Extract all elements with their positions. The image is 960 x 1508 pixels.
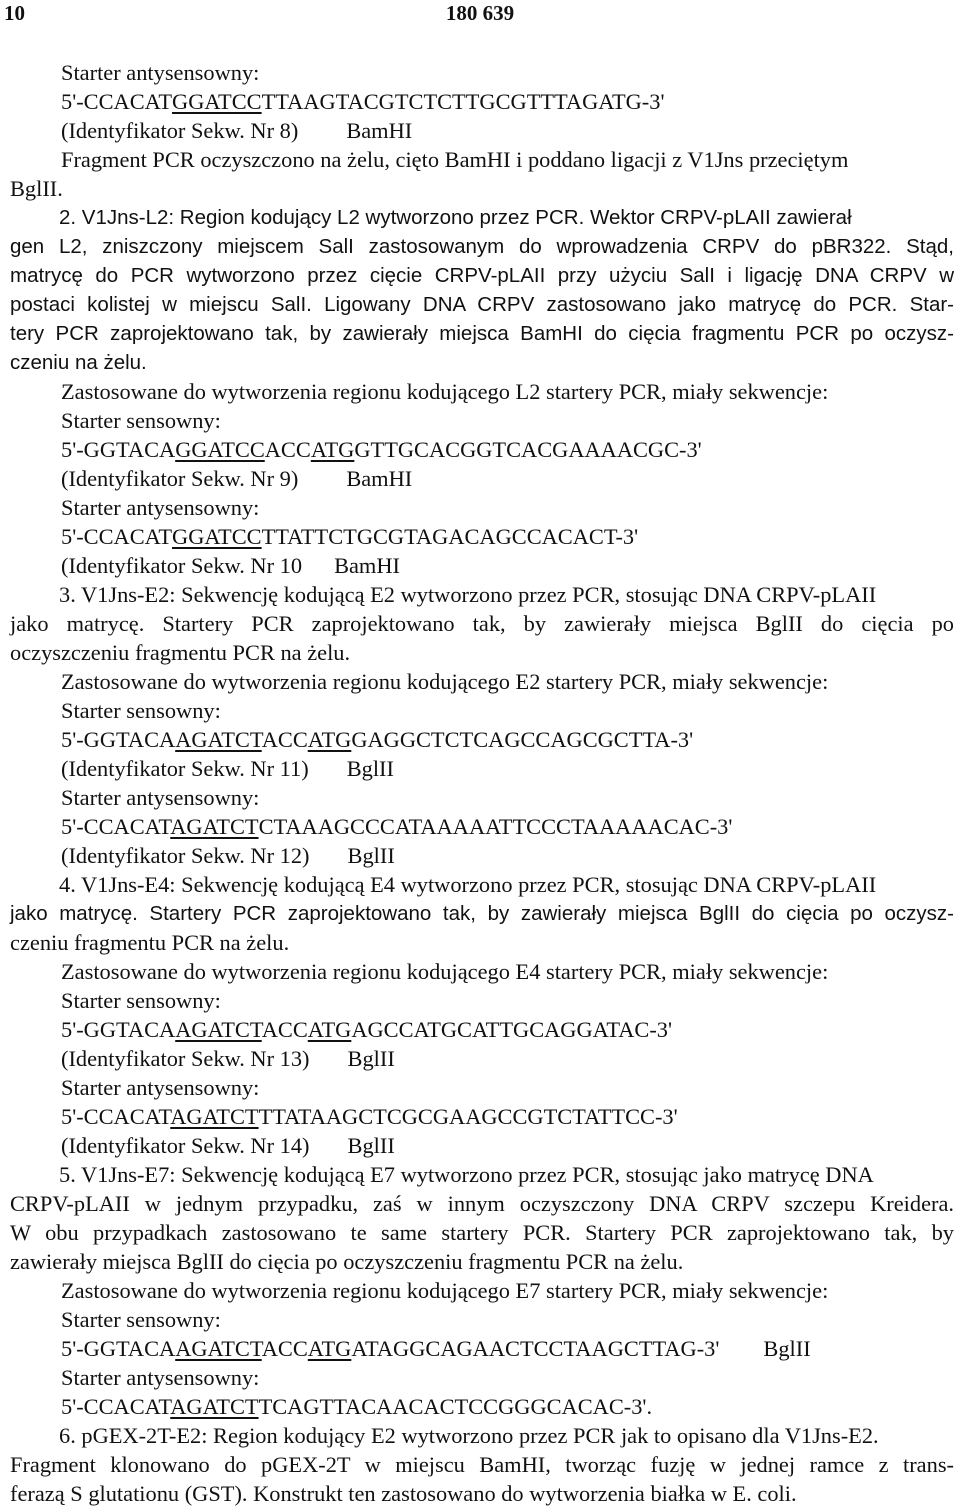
text-line xyxy=(10,1450,954,1479)
text-segment: Zastosowane do wytworzenia regionu kodującego E7 startery PCR, miały sekwencje: xyxy=(61,1278,829,1303)
text-segment: BglII xyxy=(347,1046,395,1071)
text-segment: Starter antysensowny: xyxy=(61,60,260,85)
text-line xyxy=(10,899,954,928)
text-line xyxy=(10,435,954,464)
text-segment: BglII. xyxy=(10,176,63,201)
text-line xyxy=(10,1218,954,1247)
text-line xyxy=(10,1305,954,1334)
text-segment: 5'-GGTACA xyxy=(61,727,176,752)
text-line xyxy=(10,957,954,986)
text-segment: 3. V1Jns-E2: Sekwencję kodującą E2 wytworzono przez PCR, stosując DNA CRPV-pLAII xyxy=(59,582,877,607)
page-header xyxy=(0,0,960,30)
restriction-site: AGATCT xyxy=(170,1394,259,1419)
restriction-site: GGATCC xyxy=(172,89,262,114)
text-line xyxy=(10,493,954,522)
text-line xyxy=(10,812,954,841)
text-line xyxy=(10,551,954,580)
text-segment: BamHI xyxy=(334,553,400,578)
text-segment: (Identyfikator Sekw. Nr 14) xyxy=(61,1133,310,1158)
text-segment: 6. pGEX-2T-E2: Region kodujący E2 wytworzono przez PCR jak to opisano dla V1Jns-E2. xyxy=(59,1423,879,1448)
text-segment: Starter sensowny: xyxy=(61,698,221,723)
text-segment: ATAGGCAGAACTCCTAAGCTTAG-3' xyxy=(351,1336,720,1361)
restriction-site: AGATCT xyxy=(175,1336,262,1361)
text-line xyxy=(10,290,954,319)
text-line xyxy=(10,58,954,87)
text-segment: TTATAAGCTCGCGAAGCCGTCTATTCC-3' xyxy=(258,1104,678,1129)
restriction-site: ATG xyxy=(307,727,352,752)
text-line xyxy=(10,377,954,406)
text-segment: 5'-CCACAT xyxy=(61,1394,171,1419)
restriction-site: ATG xyxy=(310,437,355,462)
text-line xyxy=(10,928,954,957)
text-line xyxy=(10,1276,954,1305)
text-segment: jako matrycę. Startery PCR zaprojektowano tak, by zawierały miejsca BglII do cięcia po oczysz- xyxy=(10,902,954,925)
text-segment: Starter antysensowny: xyxy=(61,495,260,520)
text-line xyxy=(10,986,954,1015)
text-line xyxy=(10,464,954,493)
text-line xyxy=(10,1131,954,1160)
text-segment: 5'-GGTACA xyxy=(61,1336,176,1361)
text-segment: Starter sensowny: xyxy=(61,988,221,1013)
text-line xyxy=(10,232,954,261)
text-segment: W obu przypadkach zastosowano te same startery PCR. Startery PCR zaprojektowano tak, by xyxy=(10,1220,954,1245)
restriction-site: AGATCT xyxy=(175,727,262,752)
text-segment: 5'-CCACAT xyxy=(61,524,173,549)
text-segment: oczyszczeniu fragmentu PCR na żelu. xyxy=(10,640,351,665)
text-segment: (Identyfikator Sekw. Nr 9) xyxy=(61,466,299,491)
text-segment: 5'-CCACAT xyxy=(61,814,171,839)
text-line xyxy=(10,1044,954,1073)
text-line xyxy=(10,870,954,899)
text-segment: postaci kolistej w miejscu SalI. Ligowany DNA CRPV zastosowano jako matrycę do PCR. Star- xyxy=(10,293,954,316)
document-body xyxy=(10,58,954,1508)
text-segment: BamHI xyxy=(346,118,413,143)
text-segment: 5. V1Jns-E7: Sekwencję kodującą E7 wytworzono przez PCR, stosując jako matrycę DNA xyxy=(59,1162,874,1187)
text-line xyxy=(10,145,954,174)
text-segment: gen L2, zniszczony miejscem SalI zastosowanym do wprowadzenia CRPV do pBR322. Stąd, xyxy=(10,235,954,258)
text-line xyxy=(10,580,954,609)
text-segment: TCAGTTACAACACTCCGGGCACAC-3'. xyxy=(258,1394,653,1419)
text-segment: GTTGCACGGTCACGAAAACGC-3' xyxy=(354,437,702,462)
text-segment: Fragment klonowano do pGEX-2T w miejscu BamHI, tworząc fuzję w jednej ramce z trans- xyxy=(10,1452,954,1477)
text-line xyxy=(10,667,954,696)
text-segment: TTAAGTACGTCTCTTGCGTTTAGATG-3' xyxy=(261,89,665,114)
text-segment: BglII xyxy=(347,1133,395,1158)
text-segment: CRPV-pLAII w jednym przypadku, zaś w innym oczyszczony DNA CRPV szczepu Kreidera. xyxy=(10,1191,954,1216)
text-segment: 5'-GGTACA xyxy=(61,437,176,462)
restriction-site: GGATCC xyxy=(172,524,262,549)
text-segment: (Identyfikator Sekw. Nr 11) xyxy=(61,756,309,781)
text-segment: czeniu fragmentu PCR na żelu. xyxy=(10,930,290,955)
text-line xyxy=(10,1073,954,1102)
text-segment: ACC xyxy=(261,727,308,752)
text-line xyxy=(10,87,954,116)
restriction-site: ATG xyxy=(307,1017,352,1042)
text-segment: 5'-CCACAT xyxy=(61,1104,171,1129)
text-line xyxy=(10,783,954,812)
text-segment: Starter sensowny: xyxy=(61,408,221,433)
text-line xyxy=(10,1189,954,1218)
restriction-site: AGATCT xyxy=(170,814,259,839)
text-line xyxy=(10,1102,954,1131)
text-segment: GAGGCTCTCAGCCAGCGCTTA-3' xyxy=(351,727,694,752)
text-segment: zawierały miejsca BglII do cięcia po oczyszczeniu fragmentu PCR na żelu. xyxy=(10,1249,684,1274)
text-line xyxy=(10,638,954,667)
text-segment: AGCCATGCATTGCAGGATAC-3' xyxy=(351,1017,673,1042)
text-line xyxy=(10,116,954,145)
text-line xyxy=(10,1160,954,1189)
text-line xyxy=(10,174,954,203)
document-number: 180 639 xyxy=(445,1,515,25)
text-segment: Starter antysensowny: xyxy=(61,1075,260,1100)
text-segment: BglII xyxy=(763,1336,811,1361)
text-segment: Starter sensowny: xyxy=(61,1307,221,1332)
text-line xyxy=(10,522,954,551)
text-segment: Zastosowane do wytworzenia regionu kodującego E4 startery PCR, miały sekwencje: xyxy=(61,959,829,984)
text-segment: 5'-CCACAT xyxy=(61,89,173,114)
text-line xyxy=(10,841,954,870)
text-line xyxy=(10,1479,954,1508)
text-segment: czeniu na żelu. xyxy=(10,351,147,374)
text-line xyxy=(10,1421,954,1450)
text-segment: 4. V1Jns-E4: Sekwencję kodującą E4 wytworzono przez PCR, stosując DNA CRPV-pLAII xyxy=(59,872,877,897)
text-segment: 5'-GGTACA xyxy=(61,1017,176,1042)
text-line xyxy=(10,1247,954,1276)
text-segment: 2. V1Jns-L2: Region kodujący L2 wytworzono przez PCR. Wektor CRPV-pLAII zawierał xyxy=(59,206,852,229)
text-segment: jako matrycę. Startery PCR zaprojektowano tak, by zawierały miejsca BglII do cięcia po xyxy=(10,611,954,636)
text-line xyxy=(10,203,954,232)
text-segment: Starter antysensowny: xyxy=(61,785,260,810)
text-line xyxy=(10,1392,954,1421)
text-segment: (Identyfikator Sekw. Nr 8) xyxy=(61,118,299,143)
restriction-site: ATG xyxy=(307,1336,352,1361)
text-line xyxy=(10,696,954,725)
text-segment: CTAAAGCCCATAAAAATTCCCTAAAAACAC-3' xyxy=(258,814,733,839)
text-segment: matrycę do PCR wytworzono przez cięcie CRPV-pLAII przy użyciu SalI i ligację DNA CRPV w xyxy=(10,264,954,287)
restriction-site: AGATCT xyxy=(175,1017,262,1042)
text-segment: Zastosowane do wytworzenia regionu kodującego E2 startery PCR, miały sekwencje: xyxy=(61,669,829,694)
text-segment: tery PCR zaprojektowano tak, by zawierały miejsca BamHI do cięcia fragmentu PCR po oczysz- xyxy=(10,322,954,345)
text-line xyxy=(10,348,954,377)
text-segment: BglII xyxy=(347,843,395,868)
text-segment: BglII xyxy=(346,756,394,781)
page-number: 10 xyxy=(4,1,25,25)
text-segment: Zastosowane do wytworzenia regionu kodującego L2 startery PCR, miały sekwencje: xyxy=(61,379,829,404)
text-line xyxy=(10,261,954,290)
text-segment: (Identyfikator Sekw. Nr 10 xyxy=(61,553,303,578)
text-segment: (Identyfikator Sekw. Nr 12) xyxy=(61,843,310,868)
text-segment: ACC xyxy=(264,437,311,462)
text-line xyxy=(10,1334,954,1363)
text-segment: TTATTCTGCGTAGACAGCCACACT-3' xyxy=(261,524,639,549)
text-segment: ferazą S glutationu (GST). Konstrukt ten zastosowano do wytworzenia białka w E. coli. xyxy=(10,1481,797,1506)
text-line xyxy=(10,754,954,783)
text-line xyxy=(10,406,954,435)
restriction-site: AGATCT xyxy=(170,1104,259,1129)
text-line xyxy=(10,725,954,754)
text-line xyxy=(10,1363,954,1392)
text-segment: (Identyfikator Sekw. Nr 13) xyxy=(61,1046,310,1071)
text-segment: Fragment PCR oczyszczono na żelu, cięto BamHI i poddano ligacji z V1Jns przeciętym xyxy=(61,147,849,172)
text-segment: ACC xyxy=(261,1336,308,1361)
text-line xyxy=(10,319,954,348)
restriction-site: GGATCC xyxy=(175,437,265,462)
text-line xyxy=(10,1015,954,1044)
text-line xyxy=(10,609,954,638)
text-segment: BamHI xyxy=(346,466,413,491)
text-segment: Starter antysensowny: xyxy=(61,1365,260,1390)
text-segment: ACC xyxy=(261,1017,308,1042)
